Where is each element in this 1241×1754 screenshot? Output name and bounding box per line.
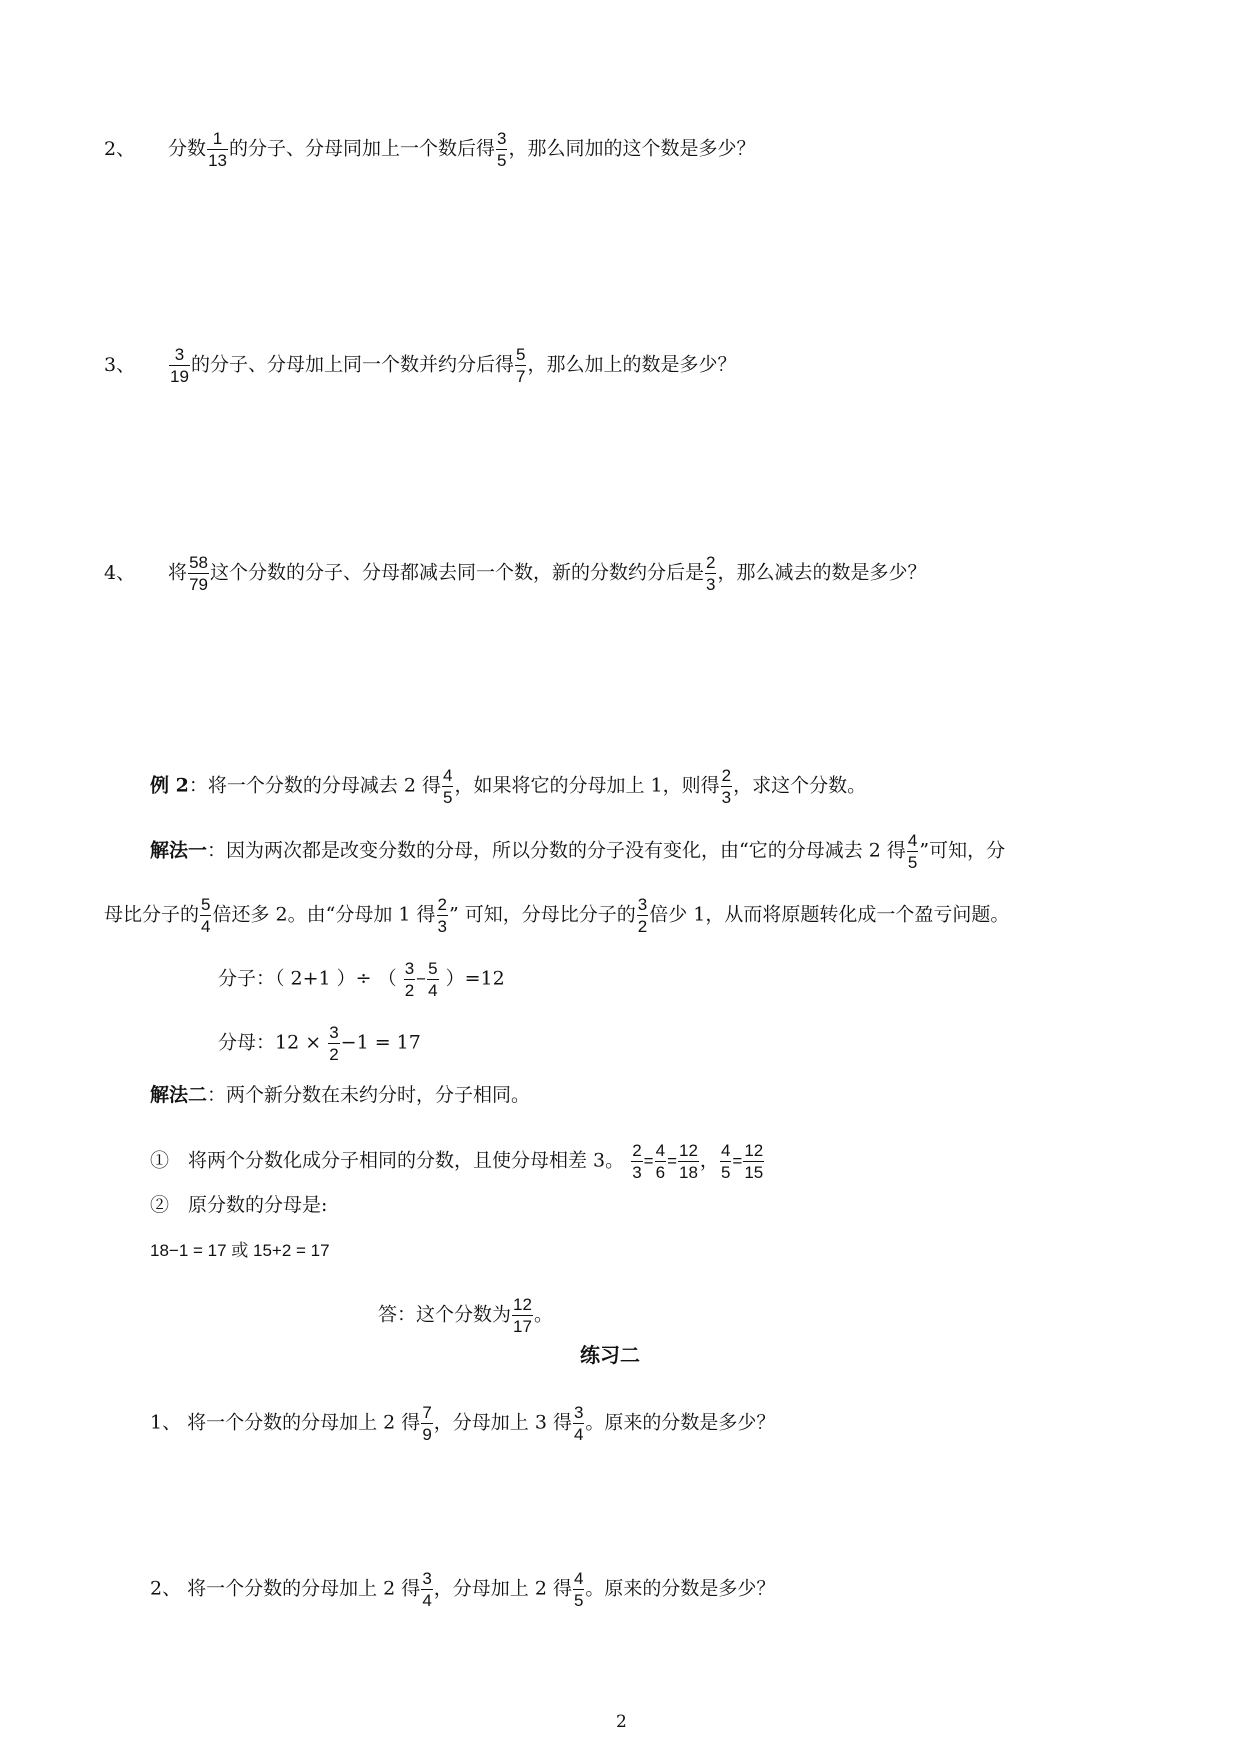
problem-text: 分数 [168, 137, 207, 160]
fraction: $\frac{12}{15}$ [744, 1141, 764, 1182]
fraction: $\frac{3}{5}$ [497, 129, 507, 170]
page-number: 2 [616, 1712, 627, 1732]
fraction: $\frac{4}{5}$ [443, 766, 453, 807]
fraction: $\frac{5}{4}$ [201, 895, 211, 936]
problem-number: 3、 [104, 353, 136, 376]
fraction: $\frac{5}{4}$ [428, 959, 438, 1000]
solution-label: 解法二 [150, 1084, 208, 1106]
problem-4 [104, 552, 926, 595]
calc-text: −1 = 17 [340, 1031, 421, 1054]
solution-text: ：两个新分数在未约分时，分子相同。 [207, 1084, 531, 1106]
solution-1-line-1 [150, 830, 1005, 873]
equals-sign: = [643, 1151, 654, 1171]
question-text: 。原来的分数是多少？ [585, 1577, 776, 1600]
fraction: $\frac{3}{2}$ [329, 1023, 339, 1064]
fraction: $\frac{4}{5}$ [907, 831, 918, 872]
problem-text: 将 [168, 561, 188, 584]
calc-text: 18−1 = 17 或 15+2 = 17 [150, 1241, 330, 1260]
denominator-calculation [218, 1022, 421, 1065]
fraction: $\frac{12}{17}$ [513, 1295, 532, 1336]
example-2 [150, 765, 866, 808]
fraction: $\frac{2}{3}$ [706, 553, 716, 594]
step-text: ① 将两个分数化成分子相同的分数，且使分母相差 3。 [150, 1149, 625, 1172]
equals-sign: = [732, 1151, 743, 1171]
solution-text: 倍少 1，从而将原题转化成一个盈亏问题。 [649, 903, 1010, 926]
solution-label: 解法一 [150, 839, 208, 862]
solution-text: ”可知，分 [919, 839, 1006, 862]
fraction: $\frac{3}{19}$ [170, 345, 189, 386]
solution-text: 母比分子的 [104, 903, 200, 926]
calc-text: 分母：12 × [218, 1031, 322, 1054]
exercise-title: 练习二 [580, 1343, 640, 1367]
problem-text: ，那么减去的数是多少？ [717, 561, 927, 584]
solution-text: ” 可知，分母比分子的 [448, 903, 636, 926]
solution-text: 倍还多 2。由“分母加 1 得 [212, 903, 436, 926]
equals-sign: = [667, 1151, 677, 1171]
question-text: 将一个分数的分母加上 2 得 [187, 1577, 421, 1600]
answer [378, 1294, 553, 1337]
fraction: $\frac{4}{5}$ [573, 1569, 584, 1610]
fraction: $\frac{1}{13}$ [208, 129, 227, 170]
solution-2-calculation [150, 1236, 330, 1266]
calc-text: 分子：（ 2+1 ）÷ （ [218, 967, 397, 990]
fraction: $\frac{4}{5}$ [720, 1141, 731, 1182]
problem-text: 的分子、分母同加上一个数后得 [228, 137, 495, 160]
answer-text: 。 [533, 1303, 553, 1326]
example-text: ，求这个分数。 [733, 774, 867, 797]
question-text: ，分母加上 2 得 [433, 1577, 572, 1600]
exercise-question-2 [150, 1568, 775, 1611]
problem-number: 2、 [104, 137, 136, 160]
answer-text: 答：这个分数为 [378, 1303, 512, 1326]
fraction: $\frac{2}{3}$ [437, 895, 447, 936]
problem-2 [104, 128, 755, 171]
problem-text: ，那么加上的数是多少？ [527, 353, 737, 376]
step-text: ② 原分数的分母是: [150, 1194, 328, 1216]
solution-1-line-2 [104, 894, 1009, 937]
solution-2-step-1 [150, 1140, 765, 1183]
example-text: ：将一个分数的分母减去 2 得 [188, 774, 442, 797]
question-text: 将一个分数的分母加上 2 得 [187, 1411, 421, 1434]
solution-2-line-1 [150, 1080, 530, 1110]
problem-text: 的分子、分母加上同一个数并约分后得 [190, 353, 514, 376]
calc-text: ）=12 [445, 967, 505, 990]
example-text: ，如果将它的分母加上 1，则得 [454, 774, 720, 797]
question-text: 。原来的分数是多少？ [585, 1411, 776, 1434]
fraction: $\frac{2}{3}$ [632, 1141, 642, 1182]
fraction: $\frac{2}{3}$ [721, 766, 732, 807]
exercise-question-1 [150, 1402, 775, 1445]
fraction: $\frac{5}{7}$ [515, 345, 526, 386]
fraction: $\frac{3}{2}$ [637, 895, 648, 936]
fraction: $\frac{4}{6}$ [655, 1141, 666, 1182]
numerator-calculation [218, 958, 505, 1001]
problem-number: 4、 [104, 561, 136, 584]
minus-sign: − [416, 969, 427, 989]
question-text: ，分母加上 3 得 [433, 1411, 572, 1434]
fraction: $\frac{12}{18}$ [679, 1141, 698, 1182]
solution-text: ：因为两次都是改变分数的分母，所以分数的分子没有变化，由“它的分母减去 2 得 [207, 839, 906, 862]
example-label: 例 2 [150, 774, 189, 797]
fraction: $\frac{3}{4}$ [573, 1403, 584, 1444]
separator: ， [699, 1149, 719, 1172]
problem-3 [104, 344, 736, 387]
question-number: 1、 [150, 1411, 182, 1434]
fraction: $\frac{7}{9}$ [422, 1403, 432, 1444]
solution-2-step-2 [150, 1190, 327, 1220]
problem-text: ，那么同加的这个数是多少？ [508, 137, 756, 160]
problem-text: 这个分数的分子、分母都减去同一个数，新的分数约分后是 [209, 561, 704, 584]
fraction: $\frac{3}{4}$ [422, 1569, 432, 1610]
fraction: $\frac{3}{2}$ [404, 959, 415, 1000]
fraction: $\frac{58}{79}$ [189, 553, 208, 594]
question-number: 2、 [150, 1577, 182, 1600]
